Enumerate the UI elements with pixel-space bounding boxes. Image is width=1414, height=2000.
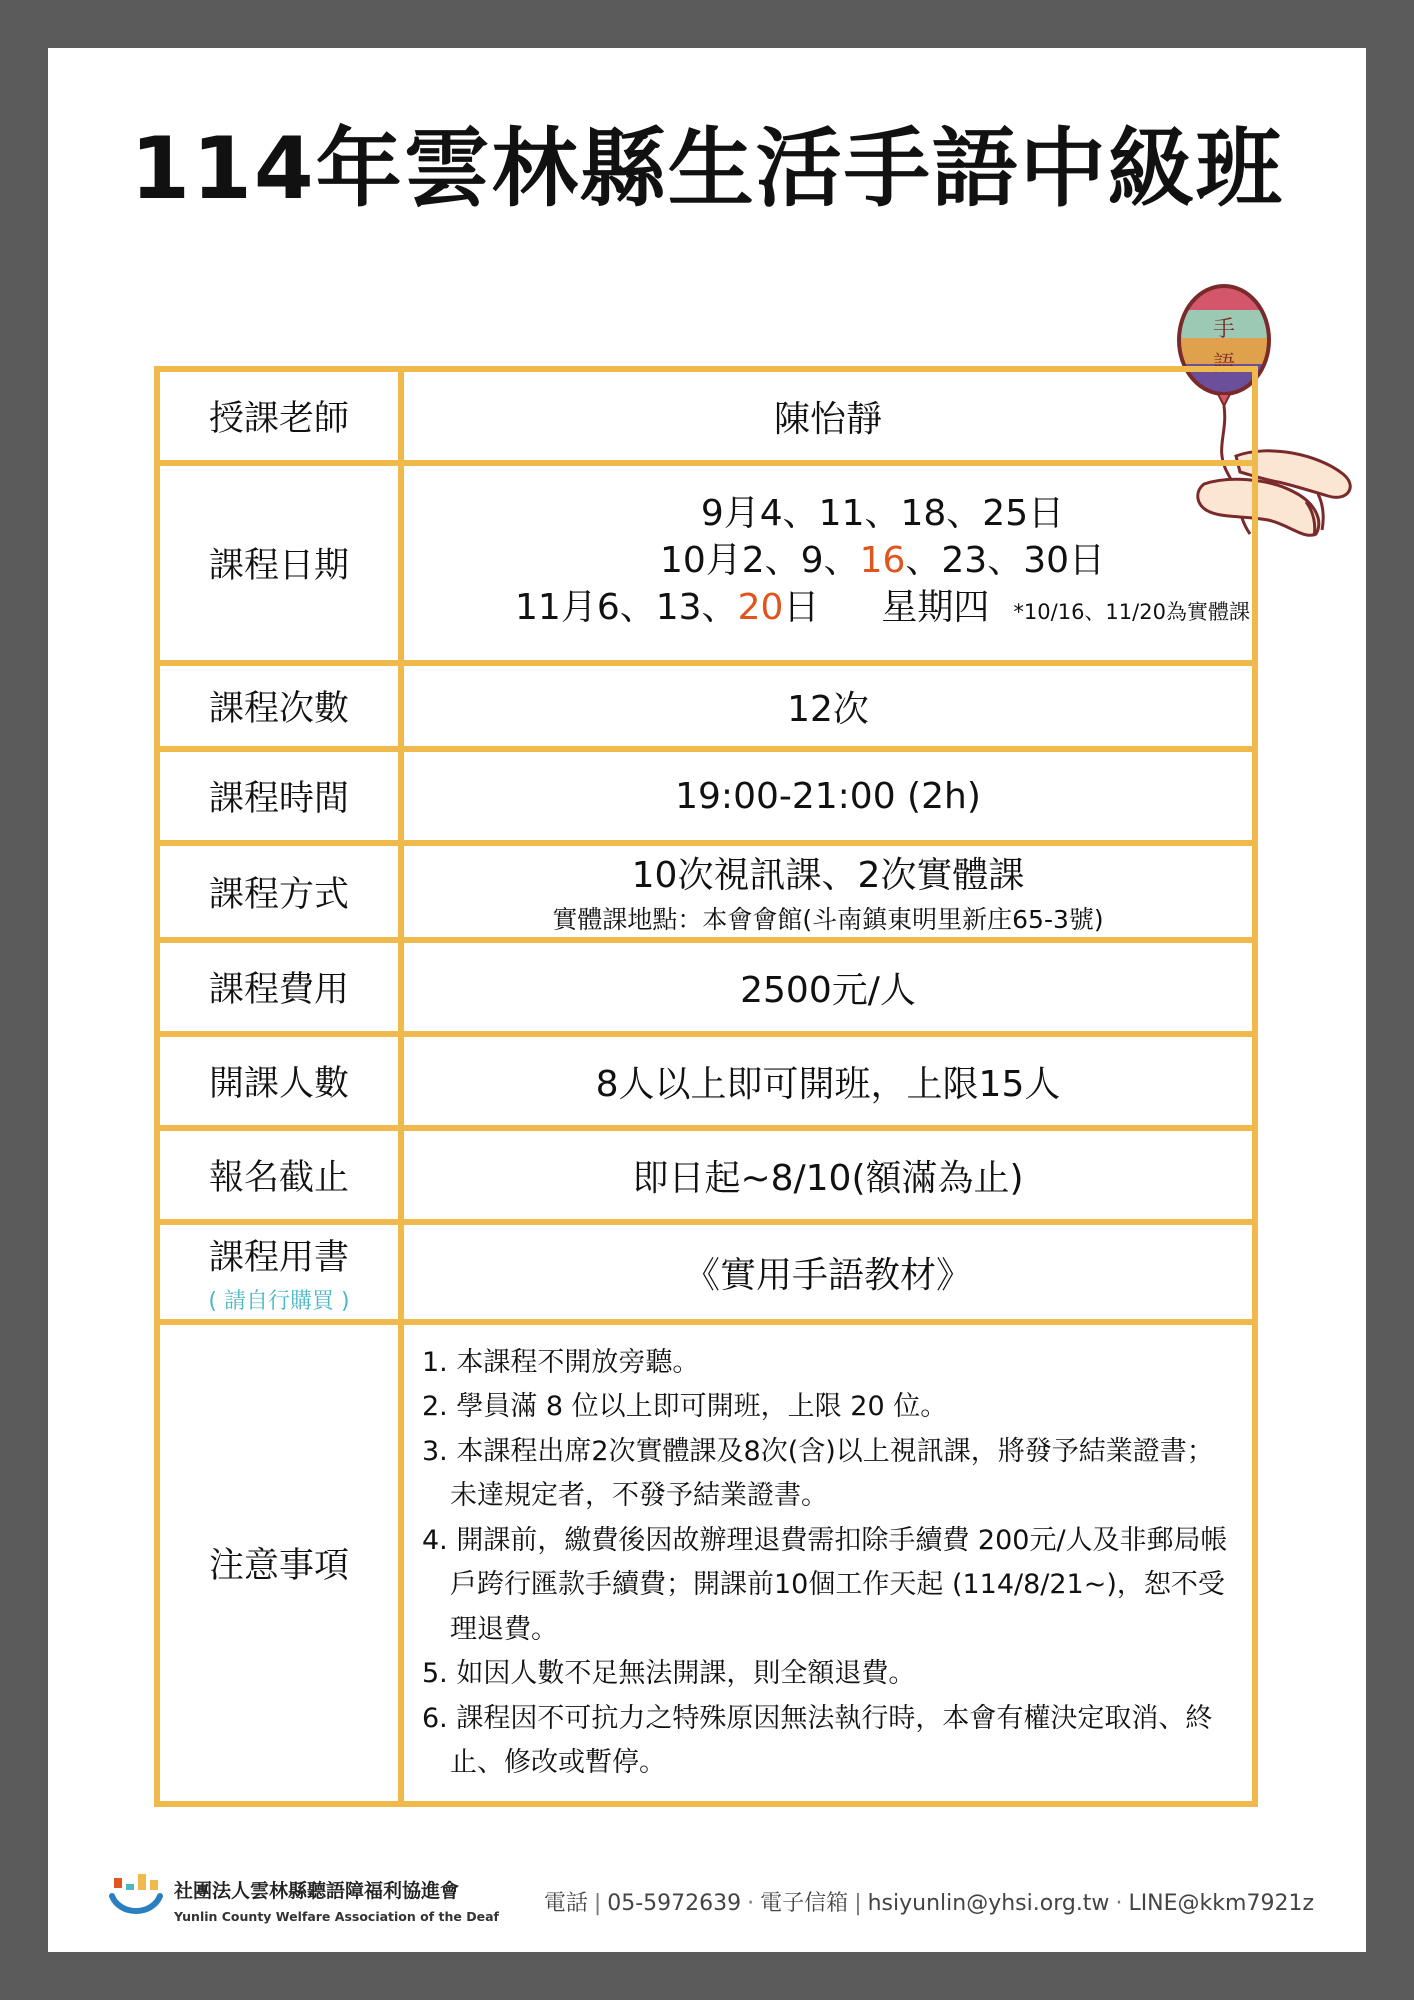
count-label: 課程次數	[157, 663, 401, 749]
weekday: 星期四	[881, 587, 990, 628]
dates-line-november: 11月6、13、20日 星期四 *10/16、11/20為實體課	[515, 587, 1250, 628]
table-row-count	[157, 663, 1255, 749]
count-value: 12次	[401, 663, 1255, 749]
teacher-value: 陳怡靜	[401, 369, 1255, 463]
svg-text:手: 手	[1212, 317, 1236, 342]
mode-main: 10次視訊課、2次實體課	[631, 855, 1025, 896]
people-label: 開課人數	[157, 1034, 401, 1128]
association-logo-icon	[108, 1872, 164, 1918]
note-item: 5. 如因人數不足無法開課，則全額退費。	[422, 1658, 916, 1689]
email-address[interactable]: hsiyunlin@yhsi.org.tw	[867, 1891, 1110, 1916]
teacher-label: 授課老師	[157, 369, 401, 463]
table-row-deadline	[157, 1128, 1255, 1222]
deadline-label: 報名截止	[157, 1128, 401, 1222]
phone-number[interactable]: 05-5972639	[607, 1891, 742, 1916]
time-value: 19:00-21:00 (2h)	[401, 749, 1255, 843]
svg-text:語: 語	[1212, 352, 1236, 377]
book-purchase-note: ( 請自行購買 )	[208, 1288, 350, 1314]
notes-list	[401, 1322, 1255, 1804]
note-item: 3. 本課程出席2次實體課及8次(含)以上視訊課，將發予結業證書；未達規定者，不發予結業證書。	[422, 1435, 1214, 1511]
phone-label: 電話	[543, 1891, 588, 1916]
poster-sheet	[48, 48, 1366, 1952]
book-label-cell	[157, 1222, 401, 1322]
mode-location: 實體課地點：本會會館(斗南鎮東明里新庄65-3號)	[552, 905, 1104, 934]
note-item: 6. 課程因不可抗力之特殊原因無法執行時，本會有權決定取消、終止、修改或暫停。	[422, 1702, 1213, 1778]
association-name	[174, 1876, 499, 1924]
fee-label: 課程費用	[157, 940, 401, 1034]
note-item: 1. 本課程不開放旁聽。	[422, 1346, 700, 1378]
poster-title: 114年雲林縣生活手語中級班	[130, 119, 1284, 219]
contact-info: 電話 | 05-5972639 · 電子信箱 | hsiyunlin@yhsi.org.tw · LINE@kkm7921z	[543, 1891, 1314, 1916]
table-row-dates	[157, 463, 1255, 663]
line-id[interactable]: LINE@kkm7921z	[1128, 1891, 1314, 1916]
note-item: 4. 開課前，繳費後因故辦理退費需扣除手續費 200元/人及非郵局帳戶跨行匯款手續費；開課前10個工作天起 (114/8/21~)，恕不受理退費。	[422, 1524, 1228, 1645]
book-value: 《實用手語教材》	[401, 1222, 1255, 1322]
deadline-value: 即日起~8/10(額滿為止)	[401, 1128, 1255, 1222]
book-label: 課程用書	[208, 1237, 349, 1278]
people-value: 8人以上即可開班，上限15人	[401, 1034, 1255, 1128]
table-row-notes	[157, 1322, 1255, 1804]
dates-value	[401, 463, 1255, 663]
fee-value: 2500元/人	[401, 940, 1255, 1034]
table-row-book	[157, 1222, 1255, 1322]
table-row-teacher	[157, 369, 1255, 463]
table-row-time	[157, 749, 1255, 843]
table-row-fee	[157, 940, 1255, 1034]
physical-class-note: *10/16、11/20為實體課	[1013, 600, 1250, 624]
mode-value	[401, 843, 1255, 940]
association-name-zh: 社團法人雲林縣聽語障福利協進會	[174, 1880, 460, 1902]
mode-label: 課程方式	[157, 843, 401, 940]
notes-label: 注意事項	[157, 1322, 401, 1804]
dates-label: 課程日期	[157, 463, 401, 663]
email-label: 電子信箱	[760, 1891, 849, 1916]
dates-line-october: 10月2、9、16、23、30日	[659, 540, 1106, 581]
time-label: 課程時間	[157, 749, 401, 843]
dates-line-september: 9月4、11、18、25日	[700, 493, 1065, 534]
course-info-table	[154, 366, 1258, 1807]
association-name-en: Yunlin County Welfare Association of the Deaf	[174, 1909, 499, 1924]
table-row-people	[157, 1034, 1255, 1128]
table-row-mode	[157, 843, 1255, 940]
physical-class-date: 16	[859, 540, 906, 581]
note-item: 2. 學員滿 8 位以上即可開班，上限 20 位。	[422, 1391, 948, 1422]
physical-class-date: 20	[737, 587, 784, 628]
